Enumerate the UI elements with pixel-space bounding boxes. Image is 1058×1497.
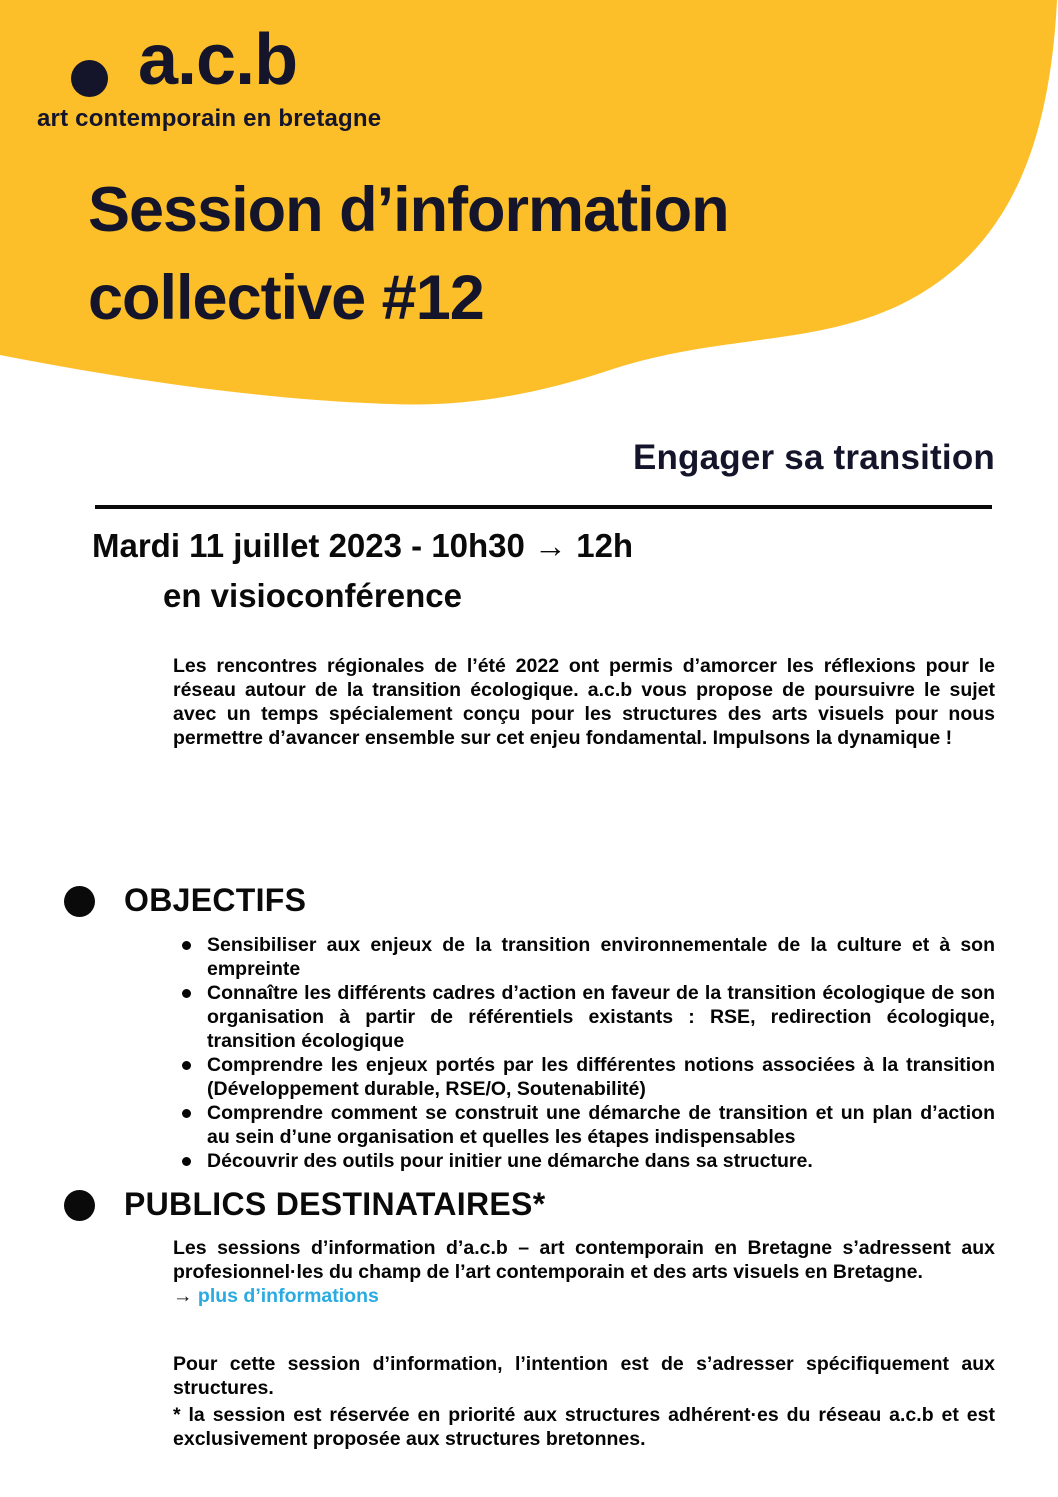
logo-dot-icon [71, 60, 108, 97]
more-info-link[interactable]: plus d’informations [197, 1285, 379, 1307]
objectifs-list [173, 933, 995, 1173]
objectifs-item: Découvrir des outils pour initier une démarche dans sa structure. [173, 1149, 995, 1173]
brand-tagline: art contemporain en bretagne [37, 105, 382, 132]
objectifs-item: Comprendre comment se construit une démarche de transition et un plan d’action au sein d’une organisation et quelles les étapes indispensables [173, 1101, 995, 1149]
arrow-right-icon: → [173, 1285, 193, 1307]
horizontal-divider [95, 505, 992, 509]
session-subtitle: Engager sa transition [632, 438, 995, 477]
objectifs-item: Comprendre les enjeux portés par les différentes notions associées à la transition (Développement durable, RSE/O, Soutenabilité) [173, 1053, 995, 1101]
page-title-line1: Session d’information [88, 175, 729, 245]
objectifs-heading: OBJECTIFS [124, 882, 307, 918]
publics-heading: PUBLICS DESTINATAIRES* [124, 1186, 546, 1222]
publics-footnote: * la session est réservée en priorité aux structures adhérent·es du réseau a.c.b et est exclusivement proposée aux structures bretonnes. [173, 1403, 995, 1450]
publics-paragraph-1 [173, 1236, 995, 1308]
brand-name: a.c.b [138, 20, 298, 100]
session-date: Mardi 11 juillet 2023 - 10h30 → 12h [92, 527, 634, 564]
page-title [88, 166, 729, 342]
objectifs-item: Sensibiliser aux enjeux de la transition environnementale de la culture et à son empreinte [173, 933, 995, 981]
objectifs-item: Connaître les différents cadres d’action en faveur de la transition écologique de son organisation à partir de référentiels existants : RSE, redirection écologique, transition écologique [173, 981, 995, 1053]
page-title-line2: collective #12 [88, 263, 484, 333]
publics-paragraph-1-text: Les sessions d’information d’a.c.b – art contemporain en Bretagne s’adressent aux profesionnel·les du champ de l’art contemporain et des arts visuels en Bretagne. [173, 1237, 995, 1283]
session-intro-paragraph: Les rencontres régionales de l’été 2022 ont permis d’amorcer les réflexions pour le réseau autour de la transition écologique. a.c.b vous propose de poursuivre le sujet avec un temps spécialement conçu pour les structures des arts visuels pour nous permettre d’avancer ensemble sur cet enjeu fondamental. Impulsons la dynamique ! [173, 654, 995, 749]
section-bullet-icon [64, 1190, 95, 1221]
more-info-line [173, 1284, 995, 1308]
session-venue: en visioconférence [163, 577, 462, 614]
publics-paragraph-2: Pour cette session d’information, l’intention est de s’adresser spécifiquement aux structures. [173, 1352, 995, 1399]
section-bullet-icon [64, 886, 95, 917]
